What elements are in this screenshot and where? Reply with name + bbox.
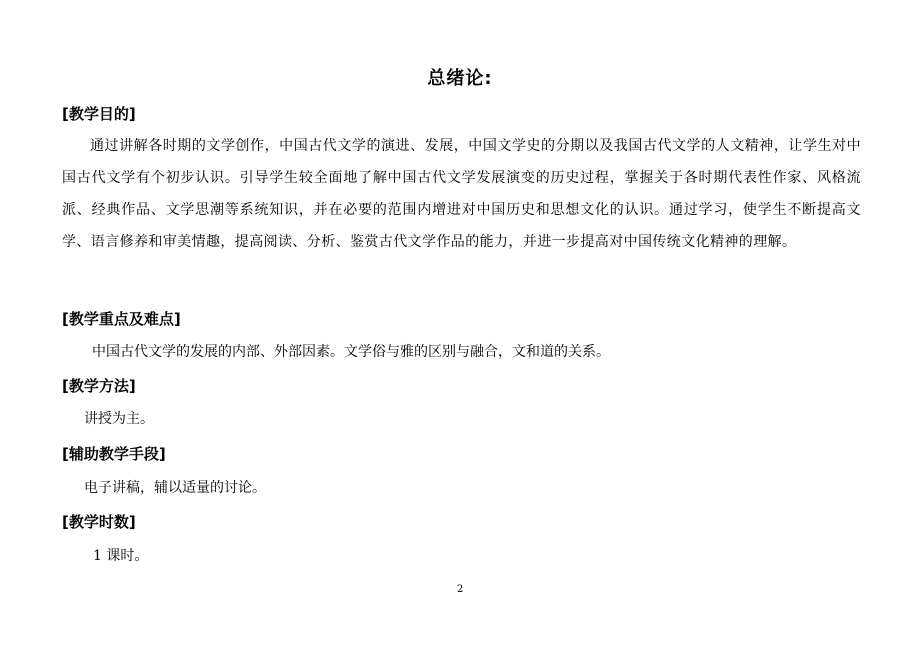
section-heading-teaching-hours: [教学时数] — [62, 513, 136, 531]
section-body-teaching-objectives: 通过讲解各时期的文学创作，中国古代文学的演进、发展，中国文学史的分期以及我国古代文学的人文精神，让学生对中国古代文学有个初步认识。引导学生较全面地了解中国古代文学发展演变的历史过程，掌握关于各时期代表性作家、风格流派、经典作品、文学思潮等系统知识，并在必要的范围内增进对中国历史和思想文化的认识。通过学习，使学生不断提高文学、语言修养和审美情趣，提高阅读、分析、鉴赏古代文学作品的能力，并进一步提高对中国传统文化精神的理解。 — [62, 138, 861, 250]
section-body-auxiliary-means: 电子讲稿，辅以适量的讨论。 — [84, 480, 266, 496]
section-body-teaching-method: 讲授为主。 — [84, 411, 154, 427]
section-heading-teaching-method: [教学方法] — [62, 377, 136, 395]
page-number: 2 — [456, 584, 464, 595]
section-heading-teaching-objectives: [教学目的] — [62, 105, 136, 123]
section-body-key-points-difficulties: 中国古代文学的发展的内部、外部因素。文学俗与雅的区别与融合，文和道的关系。 — [92, 344, 610, 360]
section-heading-key-points-difficulties: [教学重点及难点] — [62, 310, 181, 328]
section-body-teaching-hours: 1 课时。 — [93, 548, 149, 564]
section-heading-auxiliary-means: [辅助教学手段] — [62, 445, 166, 463]
document-title: 总绪论: — [427, 68, 493, 89]
